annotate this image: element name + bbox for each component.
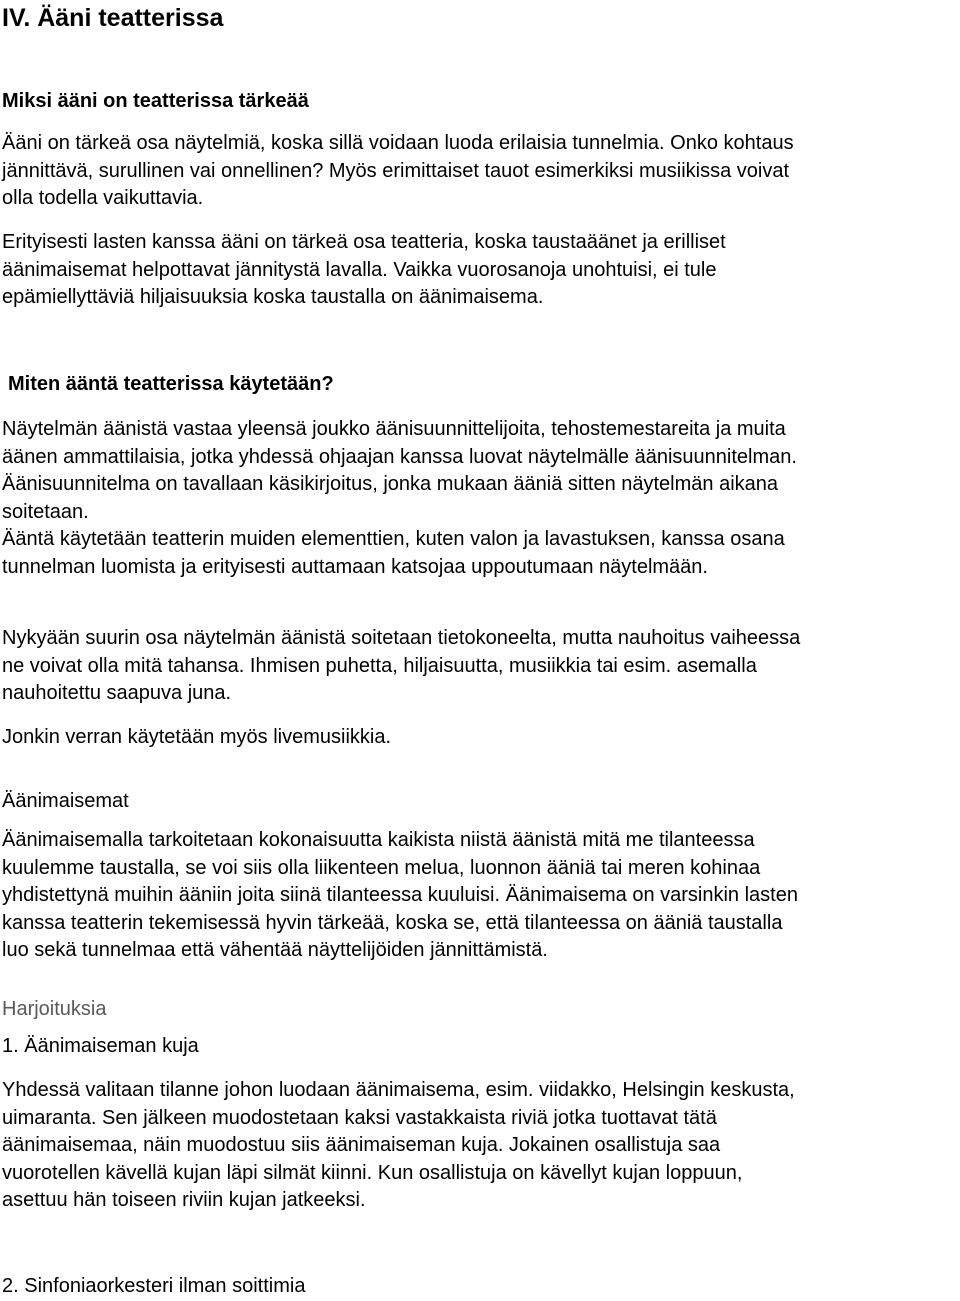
- text-line: olla todella vaikuttavia.: [2, 187, 204, 209]
- section-title-why: Miksi ääni on teatterissa tärkeää: [2, 90, 309, 112]
- exercise-2-title: 2. Sinfoniaorkesteri ilman soittimia: [2, 1275, 306, 1297]
- text-line: kanssa teatterin tekemisessä hyvin tärkeää, koska se, että tilanteessa on ääniä taustalla: [2, 911, 783, 934]
- text-line: epämiellyttäviä hiljaisuuksia koska taustalla on äänimaisema.: [2, 286, 544, 308]
- paragraph-how-1: [2, 416, 797, 581]
- text-line: Erityisesti lasten kanssa ääni on tärkeä osa teatteria, koska taustaäänet ja erilliset: [2, 231, 726, 253]
- text-line: Nykyään suurin osa näytelmän äänistä soitetaan tietokoneelta, mutta nauhoitus vaiheessa: [2, 627, 801, 649]
- text-line: Näytelmän äänistä vastaa yleensä joukko äänisuunnittelijoita, tehostemestareita ja muita: [2, 418, 786, 440]
- text-line: Ääntä käytetään teatterin muiden elementtien, kuten valon ja lavastuksen, kanssa osana: [2, 528, 785, 550]
- text-line: äänimaisemaa, näin muodostuu siis äänimaiseman kuja. Jokainen osallistuja saa: [2, 1134, 721, 1156]
- exercise-1-title: 1. Äänimaiseman kuja: [2, 1035, 199, 1057]
- paragraph-soundscapes: [2, 827, 798, 965]
- text-line: Jonkin verran käytetään myös livemusiikkia.: [2, 726, 392, 748]
- text-line: asettuu hän toiseen riviin kujan jatkeeksi.: [2, 1189, 366, 1211]
- paragraph-why-1: [2, 130, 794, 213]
- section-title-exercises: Harjoituksia: [2, 998, 107, 1020]
- text-line: ne voivat olla mitä tahansa. Ihmisen puhetta, hiljaisuutta, musiikkia tai esim. asemalla: [2, 654, 757, 677]
- text-line: Ääni on tärkeä osa näytelmiä, koska sillä voidaan luoda erilaisia tunnelmia. Onko kohtaus: [2, 132, 794, 154]
- text-line: soitetaan.: [2, 500, 89, 523]
- paragraph-why-2: [2, 229, 726, 312]
- text-line: luo sekä tunnelmaa että vähentää näyttelijöiden jännittämistä.: [2, 939, 548, 961]
- text-line: uimaranta. Sen jälkeen muodostetaan kaksi vastakkaista riviä jotka tuottavat tätä: [2, 1106, 717, 1129]
- text-line: tunnelman luomista ja erityisesti auttamaan katsojaa uppoutumaan näytelmään.: [2, 555, 708, 578]
- section-title-how: Miten ääntä teatterissa käytetään?: [8, 373, 334, 395]
- text-line: Äänimaisemalla tarkoitetaan kokonaisuutta kaikista niistä äänistä mitä me tilanteessa: [2, 829, 755, 851]
- paragraph-how-2: [2, 625, 800, 708]
- text-line: yhdistettynä muihin ääniin joita siinä tilanteessa kuuluisi. Äänimaisema on varsinkin lasten: [2, 884, 798, 906]
- text-line: kuulemme taustalla, se voi siis olla liikenteen melua, luonnon ääniä tai meren kohinaa: [2, 856, 761, 879]
- text-line: Äänisuunnitelma on tavallaan käsikirjoitus, jonka mukaan ääniä sitten näytelmän aikana: [2, 473, 779, 495]
- text-line: jännittävä, surullinen vai onnellinen? Myös erimittaiset tauot esimerkiksi musiikissa voivat: [2, 159, 790, 182]
- exercise-1-text: [2, 1077, 795, 1215]
- text-line: äänen ammattilaisia, jotka yhdessä ohjaajan kanssa luovat näytelmälle äänisuunnitelman.: [2, 445, 797, 468]
- page-title: IV. Ääni teatterissa: [2, 4, 224, 32]
- text-line: Yhdessä valitaan tilanne johon luodaan äänimaisema, esim. viidakko, Helsingin keskusta,: [2, 1079, 795, 1101]
- paragraph-how-3: [2, 724, 391, 752]
- text-line: äänimaisemat helpottavat jännitystä lavalla. Vaikka vuorosanoja unohtuisi, ei tule: [2, 258, 717, 281]
- text-line: nauhoitettu saapuva juna.: [2, 682, 232, 704]
- text-line: vuorotellen kävellä kujan läpi silmät kiinni. Kun osallistuja on kävellyt kujan loppuun,: [2, 1161, 743, 1184]
- section-title-soundscapes: Äänimaisemat: [2, 790, 129, 812]
